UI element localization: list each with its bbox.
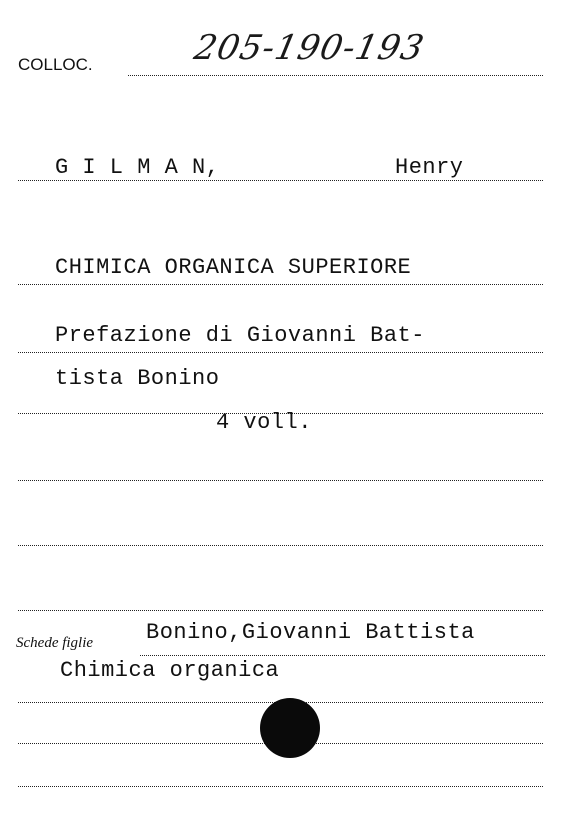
author-forename: Henry — [395, 155, 464, 180]
blank-line-1 — [18, 480, 543, 481]
note-line-1-rule — [18, 352, 543, 353]
note-line-1: Prefazione di Giovanni Bat- — [55, 323, 425, 348]
child-card-2: Chimica organica — [60, 658, 280, 683]
collocation-label: COLLOC. — [18, 55, 93, 74]
collocation-line — [128, 75, 543, 76]
collocation-number: 205-190-193 — [190, 28, 428, 68]
note-line-2: tista Bonino — [55, 366, 220, 391]
blank-line-3 — [18, 610, 543, 611]
author-surname: G I L M A N, — [55, 155, 220, 180]
blank-line-2 — [18, 545, 543, 546]
blank-line-6 — [18, 786, 543, 787]
child-card-1-line — [140, 655, 545, 656]
book-title: CHIMICA ORGANICA SUPERIORE — [55, 255, 412, 280]
volume-count: 4 voll. — [216, 410, 312, 435]
child-cards-label: Schede figlie — [16, 635, 94, 651]
punch-hole — [260, 698, 320, 758]
child-card-1: Bonino,Giovanni Battista — [146, 620, 475, 645]
author-line — [18, 180, 543, 181]
title-line — [18, 284, 543, 285]
